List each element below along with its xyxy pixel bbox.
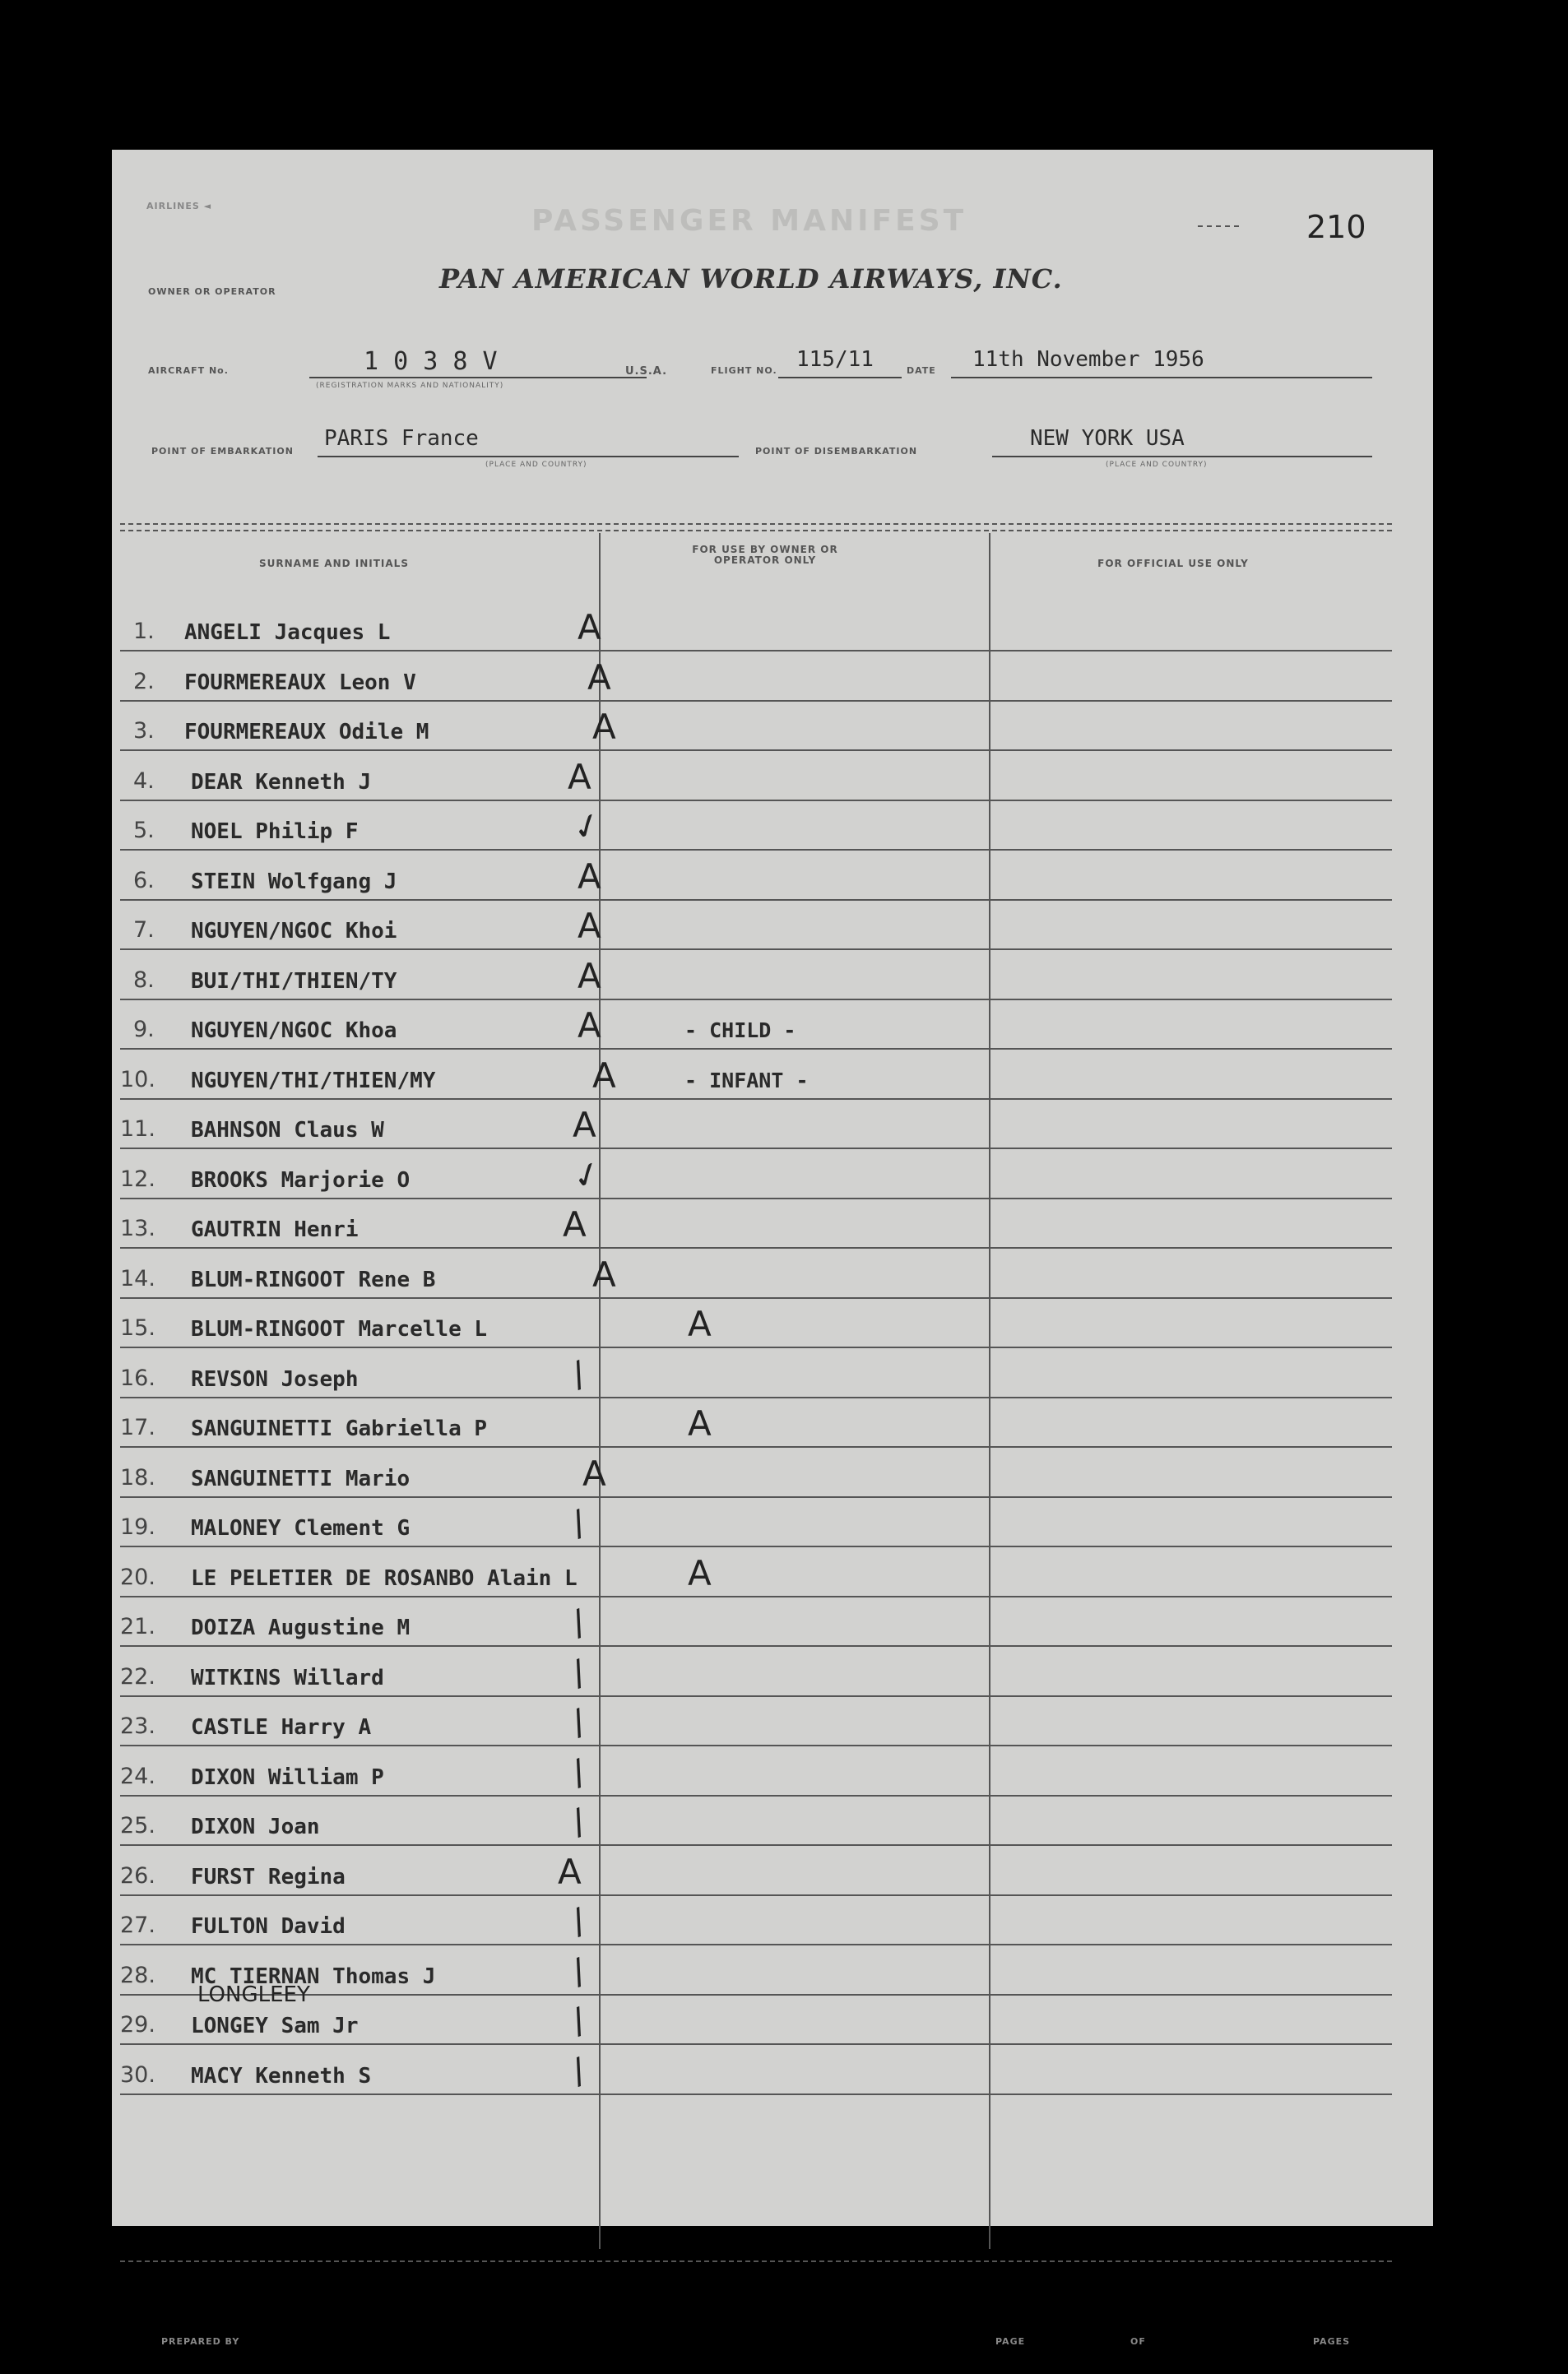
handwritten-mark: / bbox=[566, 2049, 591, 2092]
passenger-name: SANGUINETTI Mario bbox=[191, 1466, 411, 1491]
embarkation-caption: (PLACE AND COUNTRY) bbox=[485, 461, 587, 469]
row-rule bbox=[120, 1496, 1392, 1498]
handwritten-mark: A bbox=[568, 756, 591, 797]
aircraft-value: 1 0 3 8 V bbox=[364, 347, 498, 376]
row-number: 13. bbox=[120, 1216, 155, 1241]
row-rule bbox=[120, 650, 1392, 651]
handwritten-mark: / bbox=[566, 1602, 591, 1644]
handwritten-mark: A bbox=[578, 607, 601, 647]
row-number: 16. bbox=[120, 1365, 155, 1391]
passenger-name: FOURMEREAUX Odile M bbox=[184, 720, 429, 744]
passenger-name: BLUM-RINGOOT Rene B bbox=[191, 1267, 436, 1292]
passenger-name: LONGEY Sam Jr bbox=[191, 2014, 359, 2038]
row-number: 22. bbox=[120, 1663, 155, 1690]
passenger-name: NGUYEN/NGOC Khoa bbox=[191, 1018, 397, 1043]
passenger-name: BAHNSON Claus W bbox=[191, 1118, 384, 1143]
disembarkation-caption: (PLACE AND COUNTRY) bbox=[1106, 461, 1208, 469]
page-dash bbox=[1198, 225, 1239, 227]
handwritten-mark: A bbox=[578, 906, 601, 946]
row-number: 28. bbox=[120, 1962, 155, 1988]
handwritten-correction: LONGLEEY bbox=[197, 1982, 310, 2007]
passenger-name: FULTON David bbox=[191, 1914, 346, 1939]
row-number: 26. bbox=[120, 1862, 155, 1889]
row-number: 10. bbox=[120, 1066, 155, 1092]
row-number: 30. bbox=[120, 2061, 155, 2088]
row-number: 20. bbox=[120, 1564, 155, 1590]
passenger-note: - INFANT - bbox=[684, 1068, 809, 1092]
row-number: 8. bbox=[133, 967, 155, 993]
of-label: OF bbox=[1130, 2336, 1146, 2347]
row-number: 29. bbox=[120, 2012, 155, 2038]
row-number: 12. bbox=[120, 1166, 155, 1192]
handwritten-mark: A bbox=[563, 1204, 587, 1245]
page-label: PAGE bbox=[995, 2336, 1026, 2347]
passenger-name: FOURMEREAUX Leon V bbox=[184, 670, 416, 695]
row-rule bbox=[120, 1397, 1392, 1398]
col-divider-2 bbox=[989, 533, 990, 2249]
handwritten-mark: / bbox=[566, 1651, 591, 1694]
date-rule bbox=[951, 377, 1372, 378]
aircraft-label: AIRCRAFT No. bbox=[148, 365, 229, 376]
handwritten-mark: A bbox=[578, 1005, 601, 1046]
row-rule bbox=[120, 2093, 1392, 2095]
col-header-owner: FOR USE BY OWNER OR OPERATOR ONLY bbox=[692, 544, 838, 566]
handwritten-mark: A bbox=[592, 1254, 616, 1295]
handwritten-mark: / bbox=[566, 1750, 591, 1793]
aircraft-rule bbox=[309, 377, 647, 378]
passenger-name: DIXON Joan bbox=[191, 1815, 320, 1839]
handwritten-mark: A bbox=[578, 955, 601, 996]
row-rule bbox=[120, 999, 1392, 1000]
row-rule bbox=[120, 1198, 1392, 1199]
row-rule bbox=[120, 899, 1392, 901]
handwritten-mark: / bbox=[566, 1801, 591, 1843]
manifest-page bbox=[112, 150, 1433, 2347]
handwritten-mark: A bbox=[688, 1304, 712, 1344]
passenger-name: BLUM-RINGOOT Marcelle L bbox=[191, 1317, 488, 1342]
passenger-name: MACY Kenneth S bbox=[191, 2063, 372, 2089]
row-number: 14. bbox=[120, 1265, 155, 1291]
passenger-name: CASTLE Harry A bbox=[191, 1715, 372, 1740]
row-rule bbox=[120, 1994, 1392, 1996]
handwritten-mark: A bbox=[573, 1105, 596, 1145]
row-rule bbox=[120, 1098, 1392, 1100]
row-rule bbox=[120, 948, 1392, 950]
handwritten-mark: A bbox=[592, 707, 616, 747]
passenger-name: DIXON William P bbox=[191, 1764, 384, 1790]
embarkation-label: POINT OF EMBARKATION bbox=[151, 446, 294, 457]
row-number: 15. bbox=[120, 1315, 155, 1341]
usa-label: U.S.A. bbox=[625, 365, 668, 378]
row-rule bbox=[120, 1645, 1392, 1647]
row-rule bbox=[120, 800, 1392, 801]
handwritten-mark: ✓ bbox=[566, 802, 608, 851]
row-number: 24. bbox=[120, 1763, 155, 1789]
handwritten-mark: / bbox=[566, 1900, 591, 1942]
row-number: 17. bbox=[120, 1415, 155, 1440]
row-number: 2. bbox=[133, 668, 155, 694]
row-rule bbox=[120, 1745, 1392, 1746]
row-number: 19. bbox=[120, 1514, 155, 1540]
passenger-name: DEAR Kenneth J bbox=[191, 769, 372, 795]
handwritten-mark: / bbox=[566, 1352, 591, 1395]
page-number: 210 bbox=[1306, 209, 1366, 245]
table-top-dash-1 bbox=[120, 523, 1392, 525]
registration-caption: (REGISTRATION MARKS AND NATIONALITY) bbox=[316, 382, 504, 390]
row-rule bbox=[120, 1347, 1392, 1348]
passenger-name: WITKINS Willard bbox=[191, 1665, 384, 1690]
row-number: 9. bbox=[133, 1017, 155, 1042]
passenger-name: BUI/THI/THIEN/TY bbox=[191, 968, 397, 994]
row-number: 21. bbox=[120, 1614, 155, 1639]
pages-label: PAGES bbox=[1313, 2336, 1351, 2347]
handwritten-mark: / bbox=[566, 1701, 591, 1743]
handwritten-mark: / bbox=[566, 1950, 591, 1992]
passenger-name: MC TIERNAN Thomas J bbox=[191, 1964, 436, 1989]
flight-rule bbox=[778, 377, 902, 378]
handwritten-mark: ✓ bbox=[566, 1150, 608, 1199]
passenger-name: ANGELI Jacques L bbox=[184, 620, 391, 645]
handwritten-mark: A bbox=[587, 656, 611, 698]
row-rule bbox=[120, 2043, 1392, 2045]
flight-label: FLIGHT NO. bbox=[711, 365, 777, 376]
table-top-dash-2 bbox=[120, 530, 1392, 531]
row-rule bbox=[120, 1944, 1392, 1945]
disembarkation-label: POINT OF DISEMBARKATION bbox=[755, 446, 918, 457]
passenger-note: - CHILD - bbox=[684, 1018, 796, 1042]
row-number: 18. bbox=[120, 1464, 155, 1491]
passenger-name: LE PELETIER DE ROSANBO Alain L bbox=[191, 1565, 578, 1591]
row-rule bbox=[120, 1446, 1392, 1448]
row-number: 23. bbox=[120, 1713, 155, 1739]
row-rule bbox=[120, 1596, 1392, 1597]
passenger-name: FURST Regina bbox=[191, 1864, 346, 1889]
passenger-name: MALONEY Clement G bbox=[191, 1516, 411, 1541]
row-number: 4. bbox=[133, 767, 155, 794]
row-rule bbox=[120, 1247, 1392, 1249]
col-header-surname: SURNAME AND INITIALS bbox=[259, 558, 409, 569]
handwritten-mark: / bbox=[566, 1502, 591, 1544]
stamp-mark: AIRLINES ◄ bbox=[146, 201, 212, 211]
row-rule bbox=[120, 1795, 1392, 1797]
handwritten-mark: A bbox=[592, 1055, 616, 1096]
row-number: 7. bbox=[133, 917, 155, 943]
passenger-name: GAUTRIN Henri bbox=[191, 1217, 359, 1242]
handwritten-mark: A bbox=[688, 1552, 712, 1593]
flight-value: 115/11 bbox=[796, 347, 874, 372]
row-rule bbox=[120, 1148, 1392, 1149]
row-rule bbox=[120, 700, 1392, 702]
col-header-official: FOR OFFICIAL USE ONLY bbox=[1097, 558, 1249, 569]
passenger-name: NGUYEN/THI/THIEN/MY bbox=[191, 1068, 436, 1093]
passenger-name: SANGUINETTI Gabriella P bbox=[191, 1417, 488, 1441]
manifest-title: PASSENGER MANIFEST bbox=[531, 204, 967, 238]
date-value: 11th November 1956 bbox=[972, 347, 1204, 372]
owner-label: OWNER OR OPERATOR bbox=[148, 286, 276, 297]
handwritten-mark: A bbox=[582, 1453, 606, 1494]
passenger-name: BROOKS Marjorie O bbox=[191, 1167, 411, 1193]
disembarkation-rule bbox=[992, 456, 1372, 457]
row-rule bbox=[120, 1048, 1392, 1050]
row-number: 1. bbox=[133, 619, 155, 644]
row-number: 3. bbox=[133, 718, 155, 744]
row-rule bbox=[120, 1297, 1392, 1299]
row-rule bbox=[120, 1695, 1392, 1697]
col-divider-1 bbox=[599, 533, 601, 2249]
embarkation-rule bbox=[318, 456, 739, 457]
row-rule bbox=[120, 749, 1392, 751]
row-rule bbox=[120, 1844, 1392, 1846]
handwritten-mark: A bbox=[688, 1403, 712, 1444]
row-rule bbox=[120, 1894, 1392, 1896]
row-rule bbox=[120, 1546, 1392, 1547]
row-number: 25. bbox=[120, 1813, 155, 1838]
row-number: 27. bbox=[120, 1913, 155, 1938]
prepared-by-label: PREPARED BY bbox=[161, 2336, 240, 2347]
passenger-name: REVSON Joseph bbox=[191, 1366, 359, 1392]
date-label: DATE bbox=[907, 365, 936, 376]
handwritten-mark: / bbox=[566, 2000, 591, 2042]
passenger-name: STEIN Wolfgang J bbox=[191, 869, 397, 894]
row-number: 11. bbox=[120, 1116, 155, 1142]
disembarkation-value: NEW YORK USA bbox=[1030, 426, 1185, 451]
row-number: 6. bbox=[133, 867, 155, 893]
handwritten-mark: A bbox=[578, 855, 601, 897]
passenger-name: DOIZA Augustine M bbox=[191, 1616, 411, 1640]
table-bottom-dash bbox=[120, 2260, 1392, 2262]
handwritten-mark: A bbox=[558, 1851, 582, 1892]
passenger-name: NOEL Philip F bbox=[191, 819, 359, 844]
airline-name: PAN AMERICAN WORLD AIRWAYS, INC. bbox=[439, 263, 1063, 294]
row-rule bbox=[120, 849, 1392, 851]
embarkation-value: PARIS France bbox=[324, 426, 479, 451]
row-number: 5. bbox=[133, 818, 155, 843]
passenger-name: NGUYEN/NGOC Khoi bbox=[191, 919, 397, 944]
